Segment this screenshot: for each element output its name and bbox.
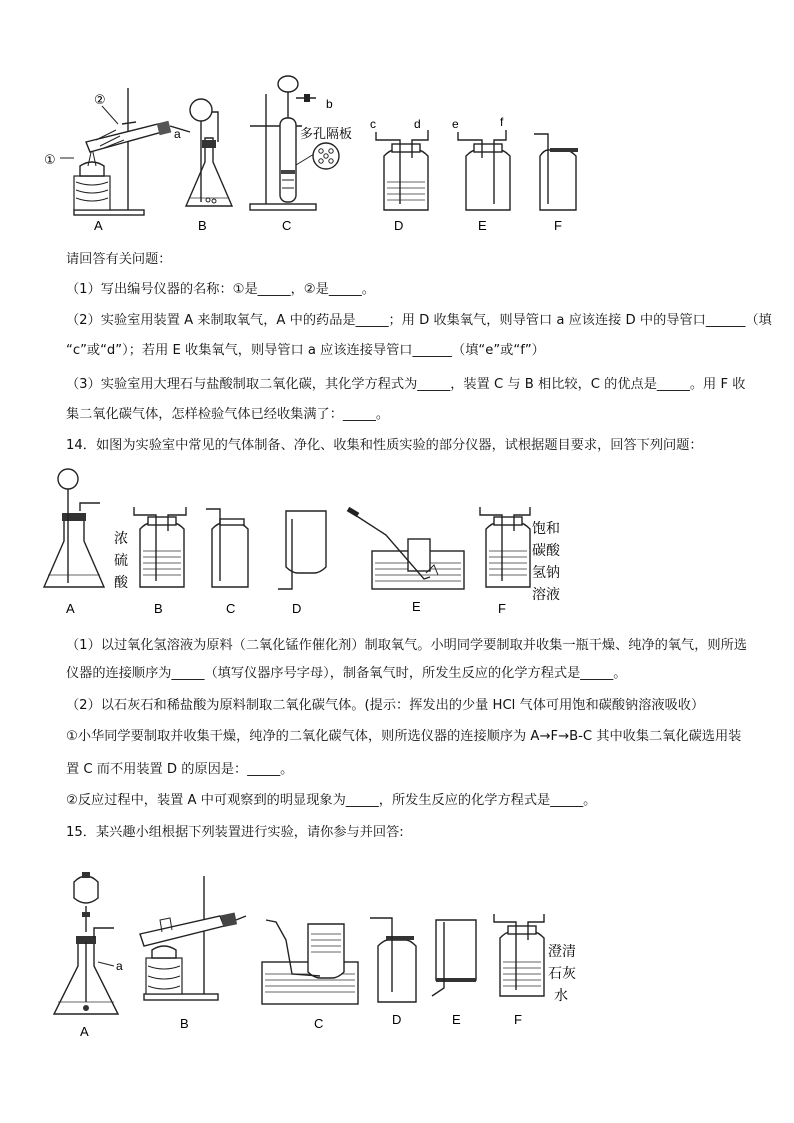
q14-b-reagent-2: 硫 bbox=[114, 553, 128, 569]
q13-figure bbox=[40, 70, 600, 240]
q15-label-c: C bbox=[314, 1016, 324, 1031]
q13-intro: 请回答有关问题： bbox=[66, 252, 172, 267]
q15-label-a: A bbox=[80, 1024, 89, 1039]
q13-label-e: E bbox=[478, 218, 487, 233]
q13-apparatus-b bbox=[186, 99, 232, 233]
q13-apparatus-a bbox=[44, 88, 190, 233]
q13-callout-plate: 多孔隔板 bbox=[300, 126, 353, 141]
q14-label-f: F bbox=[498, 601, 506, 616]
q13-apparatus-d bbox=[370, 117, 428, 233]
q14-b-reagent-1: 浓 bbox=[114, 531, 128, 547]
q14-label-d: D bbox=[292, 601, 302, 616]
q13-part2-line2: “c”或“d”）；若用 E 收集氧气，则导管口 a 应该连接导管口______（填“e”或“f”） bbox=[66, 343, 545, 358]
q13-callout-b: b bbox=[326, 97, 333, 111]
q14-f-reagent-1: 饱和 bbox=[532, 521, 560, 537]
q14-label-b: B bbox=[154, 601, 163, 616]
q13-part3-line2: 集二氧化碳气体，怎样检验气体已经收集满了：_____。 bbox=[66, 407, 390, 422]
q15-apparatus-b bbox=[140, 876, 246, 1031]
q15-label-b: B bbox=[180, 1016, 189, 1031]
q14-f-reagent-4: 溶液 bbox=[532, 587, 560, 603]
q13-callout-e: e bbox=[452, 117, 459, 131]
q14-figure bbox=[36, 465, 596, 625]
q13-part3-line1: （3）实验室用大理石与盐酸制取二氧化碳，其化学方程式为_____，装置 C 与 B 相比较，C 的优点是_____。用 F 收 bbox=[66, 377, 746, 392]
q15-apparatus-f bbox=[494, 914, 576, 1027]
q14-apparatus-f bbox=[480, 507, 561, 616]
q15-label-e: E bbox=[452, 1012, 461, 1027]
q13-label-b: B bbox=[198, 218, 207, 233]
q14-apparatus-c bbox=[206, 509, 248, 616]
q13-label-c: C bbox=[282, 218, 292, 233]
q14-label-c: C bbox=[226, 601, 236, 616]
q13-apparatus-e bbox=[452, 115, 510, 233]
q14-b-reagent-3: 酸 bbox=[114, 575, 128, 591]
q14-part2-1-line1: ①小华同学要制取并收集干燥，纯净的二氧化碳气体，则所选仪器的连接顺序为 A→F→B-C 其中收集二氧化碳选用装 bbox=[66, 729, 742, 744]
q15-callout-a: a bbox=[116, 959, 123, 973]
q13-part2-line1: （2）实验室用装置 A 来制取氧气，A 中的药品是_____；用 D 收集氧气，则导管口 a 应该连接 D 中的导管口______（填 bbox=[66, 313, 772, 328]
q13-label-f: F bbox=[554, 218, 562, 233]
q13-apparatus-c bbox=[250, 76, 352, 233]
q14-part1-line2: 仪器的连接顺序为_____（填写仪器序号字母），制备氧气时，所发生反应的化学方程式是_____。 bbox=[66, 666, 627, 681]
q13-callout-d: d bbox=[414, 117, 421, 131]
q15-apparatus-e bbox=[432, 920, 476, 1027]
q13-callout-c: c bbox=[370, 117, 376, 131]
q14-label-e: E bbox=[412, 599, 421, 614]
q14-apparatus-e bbox=[348, 509, 464, 614]
q15-figure bbox=[40, 862, 600, 1042]
q13-callout-f: f bbox=[500, 115, 504, 129]
q13-apparatus-f bbox=[534, 134, 578, 233]
q14-label-a: A bbox=[66, 601, 75, 616]
q14-part2-1-line2: 置 C 而不用装置 D 的原因是：_____。 bbox=[66, 762, 294, 777]
q13-callout-two: ② bbox=[94, 92, 106, 107]
q15-apparatus-a bbox=[54, 872, 123, 1039]
q13-callout-one: ① bbox=[44, 152, 56, 167]
q14-part2: （2）以石灰石和稀盐酸为原料制取二氧化碳气体。(提示：挥发出的少量 HCl 气体可用饱和碳酸钠溶液吸收） bbox=[66, 698, 705, 713]
q14-apparatus-a bbox=[44, 469, 104, 616]
q14-f-reagent-2: 碳酸 bbox=[532, 543, 560, 559]
q14-apparatus-b bbox=[114, 507, 186, 616]
q15-title: 15．某兴趣小组根据下列装置进行实验，请你参与并回答: bbox=[66, 825, 404, 840]
q13-part1: （1）写出编号仪器的名称：①是_____，②是_____。 bbox=[66, 282, 375, 297]
q13-callout-a: a bbox=[174, 127, 181, 141]
q14-part1-line1: （1）以过氧化氢溶液为原料（二氧化锰作催化剂）制取氧气。小明同学要制取并收集一瓶干燥、纯净的氧气，则所选 bbox=[66, 638, 747, 653]
q15-label-f: F bbox=[514, 1012, 522, 1027]
q15-apparatus-c bbox=[262, 920, 358, 1031]
q15-f-reagent-2: 石灰 bbox=[548, 966, 576, 982]
q15-f-reagent-3: 水 bbox=[554, 988, 568, 1004]
q14-f-reagent-3: 氢钠 bbox=[532, 565, 560, 581]
q13-label-a: A bbox=[94, 218, 103, 233]
q13-label-d: D bbox=[394, 218, 404, 233]
q15-f-reagent-1: 澄清 bbox=[548, 944, 576, 960]
q14-apparatus-d bbox=[278, 511, 326, 616]
q15-apparatus-d bbox=[370, 918, 416, 1027]
q15-label-d: D bbox=[392, 1012, 402, 1027]
q14-title: 14．如图为实验室中常见的气体制备、净化、收集和性质实验的部分仪器，试根据题目要求，回答下列问题： bbox=[66, 438, 703, 453]
q14-part2-2: ②反应过程中，装置 A 中可观察到的明显现象为_____，所发生反应的化学方程式是_____。 bbox=[66, 793, 597, 808]
